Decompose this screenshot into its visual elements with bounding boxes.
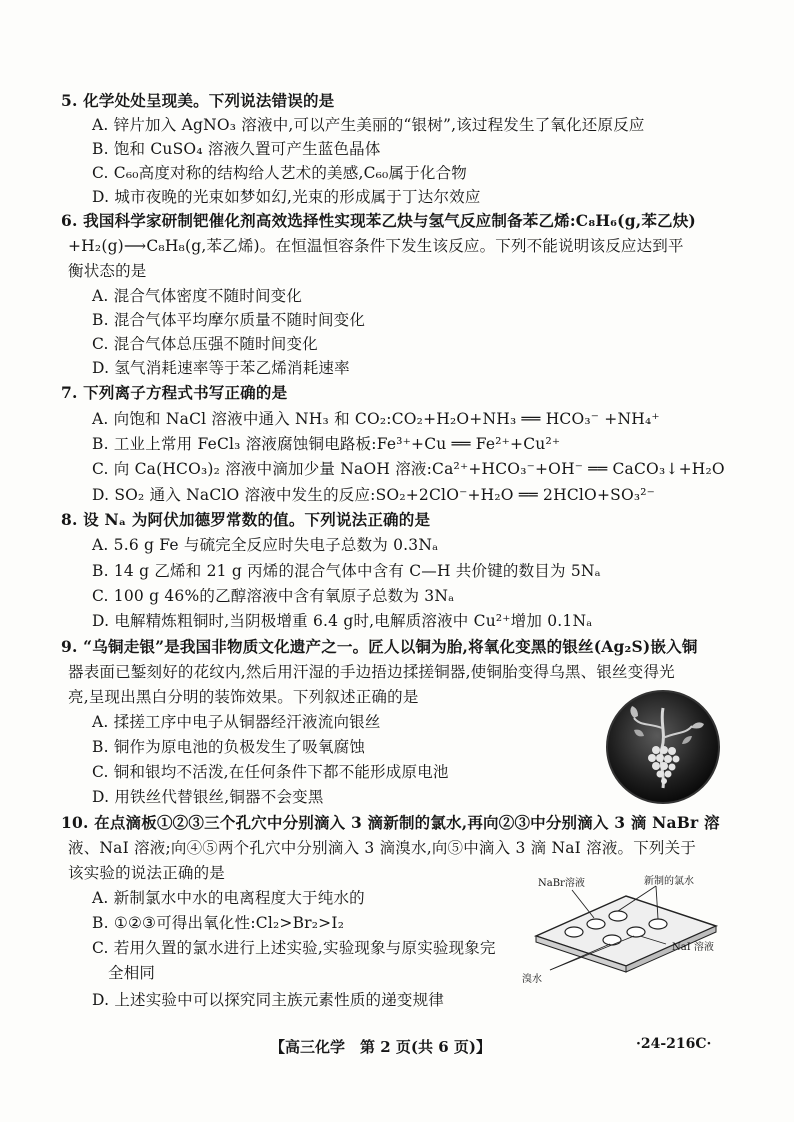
q7-option-d: D. SO₂ 通入 NaClO 溶液中发生的反应:SO₂+2ClO⁻+H₂O ══ 2HClO+SO₃²⁻	[92, 486, 656, 504]
q9-stem-line1: 9. “乌铜走银”是我国非物质文化遗产之一。匠人以铜为胎,将氧化变黑的银丝(Ag₂S)嵌入铜	[61, 637, 698, 656]
q8-option-b: B. 14 g 乙烯和 21 g 丙烯的混合气体中含有 C—H 共价键的数目为 5Nₐ	[92, 562, 601, 580]
q9-option-d: D. 用铁丝代替银丝,铜器不会变黑	[92, 788, 324, 806]
q10-option-c-line1: C. 若用久置的氯水进行上述实验,实验现象与原实验现象完	[92, 939, 496, 957]
page-footer-title: 【高三化学 第 2 页(共 6 页)】	[270, 1038, 491, 1056]
q7-option-a: A. 向饱和 NaCl 溶液中通入 NH₃ 和 CO₂:CO₂+H₂O+NH₃ ══ HCO₃⁻ +NH₄⁺	[92, 410, 660, 428]
nai-solution-label: NaI 溶液	[672, 942, 714, 953]
page-footer-code: ·24-216C·	[636, 1036, 712, 1052]
q10-option-a: A. 新制氯水中水的电离程度大于纯水的	[92, 889, 365, 907]
fresh-chlorine-water-label: 新制的氯水	[644, 876, 694, 887]
q9-option-a: A. 揉搓工序中电子从铜器经汗液流向银丝	[92, 713, 381, 731]
q7-option-c: C. 向 Ca(HCO₃)₂ 溶液中滴加少量 NaOH 溶液:Ca²⁺+HCO₃⁻+OH⁻ ══ CaCO₃↓+H₂O	[92, 460, 725, 478]
q10-stem-line2: 液、NaI 溶液;向④⑤两个孔穴中分别滴入 3 滴溴水,向⑤中滴入 3 滴 NaI 溶液。下列关于	[68, 839, 697, 857]
q8-option-d: D. 电解精炼粗铜时,当阴极增重 6.4 g时,电解质溶液中 Cu²⁺增加 0.1Nₐ	[92, 612, 593, 630]
q6-option-d: D. 氢气消耗速率等于苯乙烯消耗速率	[92, 359, 350, 377]
q8-option-c: C. 100 g 46%的乙醇溶液中含有氧原子总数为 3Nₐ	[92, 587, 455, 605]
q6-option-c: C. 混合气体总压强不随时间变化	[92, 335, 318, 353]
q9-stem-line2: 器表面已錾刻好的花纹内,然后用汗湿的手边捂边揉搓铜器,使铜胎变得乌黑、银丝变得光	[68, 663, 675, 681]
q6-stem-line1: 6. 我国科学家研制钯催化剂高效选择性实现苯乙炔与氢气反应制备苯乙烯:C₈H₆(g,苯乙炔)	[61, 211, 696, 230]
q10-stem-line3: 该实验的说法正确的是	[68, 864, 226, 882]
q10-option-c-line2: 全相同	[108, 964, 156, 982]
q7-stem: 7. 下列离子方程式书写正确的是	[61, 383, 288, 402]
q8-stem: 8. 设 Nₐ 为阿伏加德罗常数的值。下列说法正确的是	[61, 510, 431, 529]
q5-option-c: C. C₆₀高度对称的结构给人艺术的美感,C₆₀属于化合物	[92, 164, 467, 182]
spot-plate-diagram	[516, 866, 726, 986]
nabr-solution-label: NaBr溶液	[538, 878, 585, 889]
bromine-water-label: 溴水	[522, 974, 542, 985]
q5-option-d: D. 城市夜晚的光束如梦如幻,光束的形成属于丁达尔效应	[92, 188, 481, 206]
q9-option-b: B. 铜作为原电池的负极发生了吸氧腐蚀	[92, 738, 366, 756]
q5-option-a: A. 锌片加入 AgNO₃ 溶液中,可以产生美丽的“银树”,该过程发生了氧化还原反应	[92, 116, 645, 134]
q9-option-c: C. 铜和银均不活泼,在任何条件下都不能形成原电池	[92, 763, 449, 781]
q10-option-b: B. ①②③可得出氧化性:Cl₂>Br₂>I₂	[92, 914, 345, 932]
wutong-zouyin-object-image	[604, 688, 722, 806]
q10-option-d: D. 上述实验中可以探究同主族元素性质的递变规律	[92, 991, 445, 1009]
q5-option-b: B. 饱和 CuSO₄ 溶液久置可产生蓝色晶体	[92, 140, 381, 158]
q9-stem-line3: 亮,呈现出黑白分明的装饰效果。下列叙述正确的是	[68, 688, 419, 706]
q5-stem: 5. 化学处处呈现美。下列说法错误的是	[61, 91, 335, 110]
q8-option-a: A. 5.6 g Fe 与硫完全反应时失电子总数为 0.3Nₐ	[92, 536, 439, 554]
q6-option-a: A. 混合气体密度不随时间变化	[92, 287, 303, 305]
q6-option-b: B. 混合气体平均摩尔质量不随时间变化	[92, 311, 366, 329]
q6-stem-line2: +H₂(g)⟶C₈H₈(g,苯乙烯)。在恒温恒容条件下发生该反应。下列不能说明该反应达到平	[68, 237, 684, 255]
q7-option-b: B. 工业上常用 FeCl₃ 溶液腐蚀铜电路板:Fe³⁺+Cu ══ Fe²⁺+Cu²⁺	[92, 435, 561, 453]
q6-stem-line3: 衡状态的是	[68, 262, 147, 280]
q10-stem-line1: 10. 在点滴板①②③三个孔穴中分别滴入 3 滴新制的氯水,再向②③中分别滴入 3 滴 NaBr 溶	[61, 813, 720, 832]
